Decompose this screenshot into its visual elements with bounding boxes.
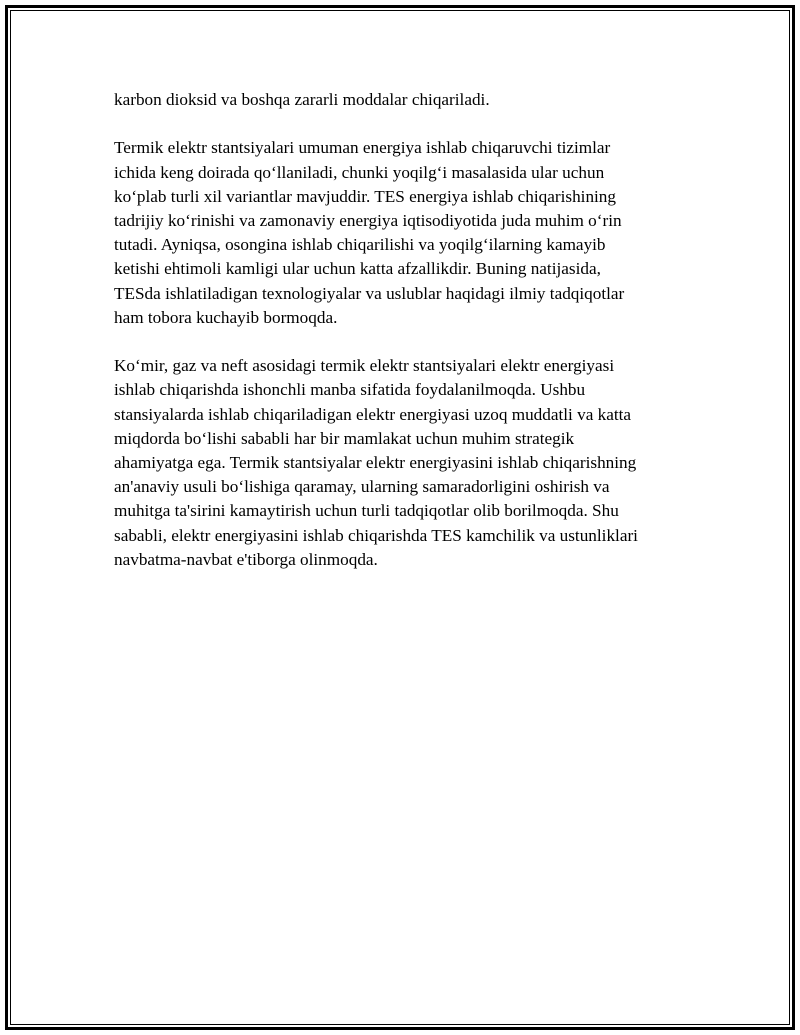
document-body: [114, 88, 694, 572]
paragraph-tes-overview: Termik elektr stantsiyalari umuman energiya ishlab chiqaruvchi tizimlar ichida keng doirada qo‘llaniladi, chunki yoqilg‘i masalasida ular uchun ko‘plab turli xil variantlar mavjuddir. TES energiya ishlab chiqarishining tadrijiy ko‘rinishi va zamonaviy energiya iqtisodiyotida juda muhim o‘rin tutadi. Ayniqsa, osongina ishlab chiqarilishi va yoqilg‘ilarning kamayib ketishi ehtimoli kamligi ular uchun katta afzallikdir. Buning natijasida, TESda ishlatiladigan texnologiyalar va uslublar haqidagi ilmiy tadqiqotlar ham tobora kuchayib bormoqda.: [114, 138, 625, 327]
paragraph-continuation: karbon dioksid va boshqa zararli moddalar chiqariladi.: [114, 90, 490, 109]
paragraph-tes-fuel-sources: Ko‘mir, gaz va neft asosidagi termik elektr stantsiyalari elektr energiyasi ishlab chiqarishda ishonchli manba sifatida foydalanilmoqda. Ushbu stansiyalarda ishlab chiqariladigan elektr energiyasi uzoq muddatli va katta miqdorda bo‘lishi sababli har bir mamlakat uchun muhim strategik ahamiyatga ega. Termik stantsiyalar elektr energiyasini ishlab chiqarishning an'anaviy usuli bo‘lishiga qaramay, ularning samaradorligini oshirish va muhitga ta'sirini kamaytirish uchun turli tadqiqotlar olib borilmoqda. Shu sababli, elektr energiyasini ishlab chiqarishda TES kamchilik va ustunliklari navbatma-navbat e'tiborga olinmoqda.: [114, 356, 638, 569]
